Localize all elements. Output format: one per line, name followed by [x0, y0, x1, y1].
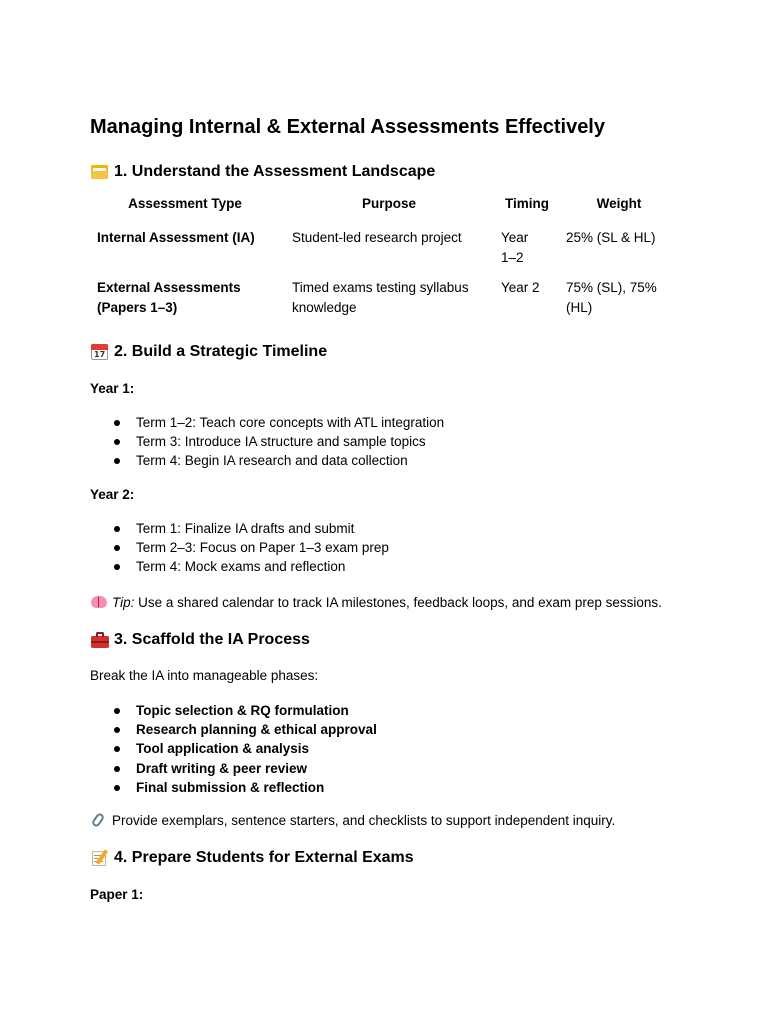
- table-cell: Year 1–2: [501, 230, 529, 265]
- section-heading-2: [90, 343, 327, 361]
- section-heading-1-text: 1. Understand the Assessment Landscape: [114, 163, 436, 180]
- list-item: Term 2–3: Focus on Paper 1–3 exam prep: [90, 538, 389, 557]
- section-heading-1: [90, 163, 435, 181]
- list-item: Draft writing & peer review: [90, 759, 377, 778]
- table-cell: External Assessments (Papers 1–3): [97, 280, 241, 315]
- tip-paragraph: [90, 594, 662, 610]
- section-heading-3-text: 3. Scaffold the IA Process: [114, 631, 310, 648]
- table-header-purpose: Purpose: [361, 196, 416, 211]
- table-cell: Timed exams testing syllabus knowledge: [292, 280, 469, 315]
- year1-label: Year 1:: [90, 381, 135, 396]
- card-index-dividers-icon: [90, 163, 110, 181]
- ia-phases-list: [90, 701, 377, 797]
- year1-list: [90, 413, 444, 471]
- list-item: Term 1: Finalize IA drafts and submit: [90, 519, 389, 538]
- table-header-type: Assessment Type: [128, 196, 242, 211]
- table-cell: Student-led research project: [292, 230, 462, 245]
- section-heading-3: [90, 631, 310, 649]
- section-heading-4: [90, 849, 414, 867]
- table-cell: 25% (SL & HL): [566, 230, 656, 245]
- list-item: Topic selection & RQ formulation: [90, 701, 377, 720]
- year2-label: Year 2:: [90, 487, 135, 502]
- page-title: Managing Internal & External Assessments Effectively: [90, 116, 605, 138]
- paperclip-icon: [90, 812, 108, 828]
- list-item: Term 4: Mock exams and reflection: [90, 557, 389, 576]
- section-heading-4-text: 4. Prepare Students for External Exams: [114, 849, 414, 866]
- memo-icon: [90, 849, 110, 867]
- list-item: Term 3: Introduce IA structure and sample topics: [90, 432, 444, 451]
- scaffold-note: [90, 812, 615, 828]
- list-item: Term 1–2: Teach core concepts with ATL integration: [90, 413, 444, 432]
- table-cell: Year 2: [501, 280, 540, 295]
- toolbox-icon: [90, 631, 110, 649]
- scaffold-intro: Break the IA into manageable phases:: [90, 668, 319, 683]
- table-header-timing: Timing: [504, 196, 549, 211]
- table-cell: Internal Assessment (IA): [97, 230, 255, 245]
- year2-list: [90, 519, 389, 577]
- calendar-icon: 17: [90, 343, 110, 361]
- scaffold-note-text: Provide exemplars, sentence starters, and checklists to support independent inquiry.: [112, 813, 616, 828]
- brain-icon: [90, 594, 108, 610]
- list-item: Research planning & ethical approval: [90, 720, 377, 739]
- table-cell: 75% (SL), 75% (HL): [566, 280, 657, 315]
- list-item: Tool application & analysis: [90, 739, 377, 758]
- section-heading-2-text: 2. Build a Strategic Timeline: [114, 343, 328, 360]
- list-item: Term 4: Begin IA research and data collection: [90, 451, 444, 470]
- table-header-weight: Weight: [596, 196, 642, 211]
- tip-label: Tip:: [112, 595, 135, 610]
- tip-text: Use a shared calendar to track IA milestones, feedback loops, and exam prep sessions.: [134, 595, 662, 610]
- list-item: Final submission & reflection: [90, 778, 377, 797]
- paper1-label: Paper 1:: [90, 887, 144, 902]
